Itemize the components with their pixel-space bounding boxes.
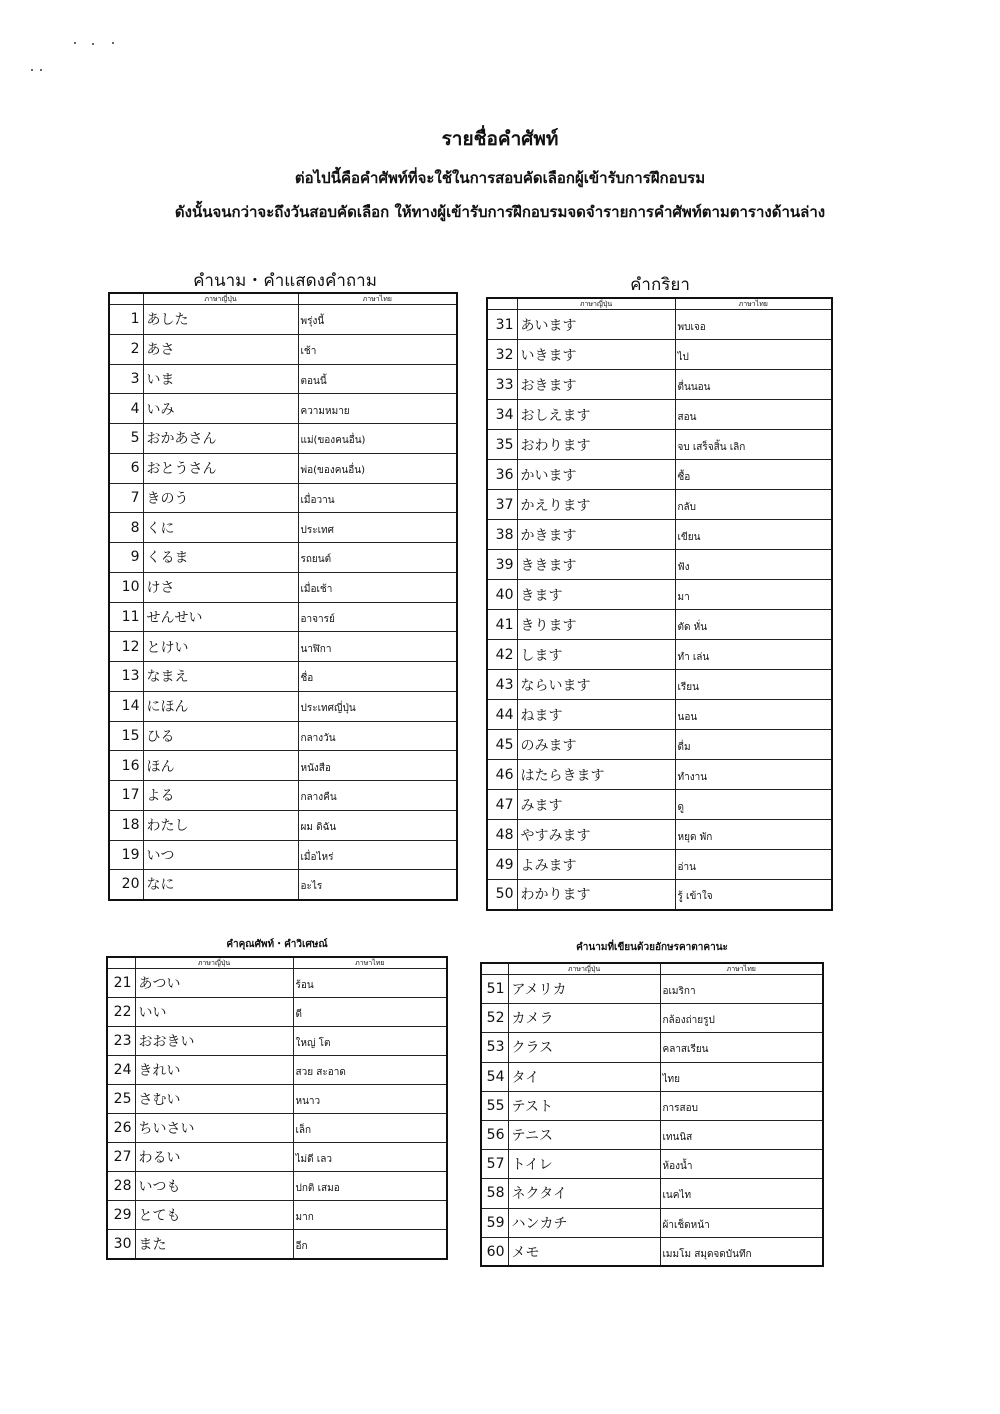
japanese-word: はたらきます (517, 760, 675, 790)
row-number: 53 (481, 1033, 508, 1062)
japanese-word: とけい (143, 632, 298, 662)
thai-meaning: คลาสเรียน (660, 1033, 823, 1062)
table-row (487, 520, 832, 550)
japanese-word: あいます (517, 310, 675, 340)
japanese-word: トイレ (508, 1150, 660, 1179)
japanese-word: よみます (517, 850, 675, 880)
row-number: 9 (109, 543, 143, 573)
table-row (107, 1027, 447, 1056)
number-column-header (487, 298, 517, 310)
row-number: 37 (487, 490, 517, 520)
table-row (107, 1201, 447, 1230)
table-row (109, 662, 457, 692)
japanese-word: テニス (508, 1120, 660, 1149)
japanese-column-header: ภาษาญี่ปุ่น (517, 298, 675, 310)
row-number: 22 (107, 998, 135, 1027)
japanese-word: タイ (508, 1062, 660, 1091)
japanese-word: ならいます (517, 670, 675, 700)
thai-meaning: กล้องถ่ายรูป (660, 1004, 823, 1033)
thai-meaning: นาฬิกา (298, 632, 457, 662)
japanese-word: ネクタイ (508, 1179, 660, 1208)
table-row (487, 430, 832, 460)
thai-meaning: ห้องน้ำ (660, 1150, 823, 1179)
table-row (481, 1208, 823, 1237)
japanese-word: かいます (517, 460, 675, 490)
row-number: 40 (487, 580, 517, 610)
table-row (487, 640, 832, 670)
table-row (481, 1150, 823, 1179)
thai-meaning: อ่าน (675, 850, 832, 880)
row-number: 10 (109, 572, 143, 602)
row-number: 33 (487, 370, 517, 400)
row-number: 3 (109, 364, 143, 394)
thai-meaning: นอน (675, 700, 832, 730)
table-header-row (481, 963, 823, 975)
thai-meaning: เช้า (298, 334, 457, 364)
table-row (487, 490, 832, 520)
row-number: 18 (109, 810, 143, 840)
thai-meaning: เมื่อวาน (298, 483, 457, 513)
thai-meaning: เมื่อไหร่ (298, 840, 457, 870)
japanese-word: ハンカチ (508, 1208, 660, 1237)
table-row (107, 1172, 447, 1201)
thai-meaning: ดู (675, 790, 832, 820)
table-row (107, 998, 447, 1027)
row-number: 19 (109, 840, 143, 870)
table-row (109, 870, 457, 900)
row-number: 56 (481, 1120, 508, 1149)
row-number: 31 (487, 310, 517, 340)
table-row (481, 1120, 823, 1149)
table-header-row (109, 293, 457, 305)
row-number: 30 (107, 1230, 135, 1259)
japanese-word: おかあさん (143, 424, 298, 454)
instruction-line-1: ต่อไปนี้คือคำศัพท์ที่จะใช้ในการสอบคัดเลือกผู้เข้ารับการฝึกอบรม (294, 169, 706, 187)
japanese-word: あつい (135, 969, 293, 998)
japanese-word: します (517, 640, 675, 670)
table-row (107, 1085, 447, 1114)
thai-meaning: ทำ เล่น (675, 640, 832, 670)
thai-meaning: ไม่ดี เลว (293, 1143, 447, 1172)
japanese-word: ねます (517, 700, 675, 730)
table-row (107, 1230, 447, 1259)
table-row (481, 975, 823, 1004)
thai-meaning: อีก (293, 1230, 447, 1259)
table-row (109, 781, 457, 811)
row-number: 41 (487, 610, 517, 640)
row-number: 12 (109, 632, 143, 662)
thai-meaning: เนคไท (660, 1179, 823, 1208)
thai-meaning: รถยนต์ (298, 543, 457, 573)
scan-speck (112, 42, 114, 44)
row-number: 55 (481, 1091, 508, 1120)
table-row (487, 850, 832, 880)
thai-meaning: สวย สะอาด (293, 1056, 447, 1085)
thai-meaning: สอน (675, 400, 832, 430)
thai-meaning: กลับ (675, 490, 832, 520)
thai-meaning: ฟัง (675, 550, 832, 580)
thai-column-header: ภาษาไทย (675, 298, 832, 310)
japanese-word: おとうさん (143, 453, 298, 483)
japanese-word: テスト (508, 1091, 660, 1120)
row-number: 28 (107, 1172, 135, 1201)
thai-meaning: ไป (675, 340, 832, 370)
thai-meaning: เขียน (675, 520, 832, 550)
japanese-word: わるい (135, 1143, 293, 1172)
row-number: 27 (107, 1143, 135, 1172)
table-row (109, 691, 457, 721)
table-row (109, 305, 457, 335)
row-number: 43 (487, 670, 517, 700)
thai-meaning: ซื้อ (675, 460, 832, 490)
japanese-word: みます (517, 790, 675, 820)
japanese-word: おきます (517, 370, 675, 400)
thai-meaning: พ่อ(ของคนอื่น) (298, 453, 457, 483)
verbs-section-title: คำกริยา (630, 275, 690, 295)
japanese-word: おわります (517, 430, 675, 460)
thai-meaning: มาก (293, 1201, 447, 1230)
table-row (109, 572, 457, 602)
japanese-column-header: ภาษาญี่ปุ่น (143, 293, 298, 305)
japanese-word: ほん (143, 751, 298, 781)
thai-meaning: ทำงาน (675, 760, 832, 790)
japanese-word: くに (143, 513, 298, 543)
thai-meaning: ชื่อ (298, 662, 457, 692)
table-row (109, 840, 457, 870)
table-row (487, 760, 832, 790)
japanese-word: わかります (517, 880, 675, 910)
row-number: 38 (487, 520, 517, 550)
row-number: 51 (481, 975, 508, 1004)
table-row (487, 670, 832, 700)
row-number: 25 (107, 1085, 135, 1114)
thai-meaning: ดี (293, 998, 447, 1027)
thai-meaning: เมื่อเช้า (298, 572, 457, 602)
table-row (109, 394, 457, 424)
japanese-word: きます (517, 580, 675, 610)
row-number: 44 (487, 700, 517, 730)
japanese-word: いま (143, 364, 298, 394)
number-column-header (481, 963, 508, 975)
row-number: 15 (109, 721, 143, 751)
thai-meaning: พบเจอ (675, 310, 832, 340)
thai-meaning: ตื่นนอน (675, 370, 832, 400)
row-number: 16 (109, 751, 143, 781)
table-row (107, 1056, 447, 1085)
japanese-word: きれい (135, 1056, 293, 1085)
row-number: 5 (109, 424, 143, 454)
thai-meaning: ประเทศ (298, 513, 457, 543)
verbs-table (486, 297, 833, 911)
row-number: 42 (487, 640, 517, 670)
thai-meaning: ผ้าเช็ดหน้า (660, 1208, 823, 1237)
thai-meaning: ไทย (660, 1062, 823, 1091)
row-number: 23 (107, 1027, 135, 1056)
table-row (487, 700, 832, 730)
row-number: 7 (109, 483, 143, 513)
row-number: 20 (109, 870, 143, 900)
row-number: 4 (109, 394, 143, 424)
thai-meaning: ตัด หั่น (675, 610, 832, 640)
japanese-word: いつ (143, 840, 298, 870)
table-row (487, 400, 832, 430)
row-number: 54 (481, 1062, 508, 1091)
table-row (109, 751, 457, 781)
table-row (487, 310, 832, 340)
japanese-word: なに (143, 870, 298, 900)
row-number: 29 (107, 1201, 135, 1230)
row-number: 35 (487, 430, 517, 460)
row-number: 57 (481, 1150, 508, 1179)
instruction-line-2: ดังนั้นจนกว่าจะถึงวันสอบคัดเลือก ให้ทางผู้เข้ารับการฝึกอบรมจดจำรายการคำศัพท์ตามตารางด้านล่าง (174, 203, 826, 221)
table-row (109, 483, 457, 513)
scan-speck (40, 69, 42, 71)
thai-meaning: ความหมาย (298, 394, 457, 424)
thai-column-header: ภาษาไทย (660, 963, 823, 975)
row-number: 6 (109, 453, 143, 483)
thai-meaning: กลางวัน (298, 721, 457, 751)
adjectives-table (106, 956, 448, 1260)
table-row (109, 632, 457, 662)
thai-meaning: การสอบ (660, 1091, 823, 1120)
japanese-word: アメリカ (508, 975, 660, 1004)
thai-meaning: เรียน (675, 670, 832, 700)
row-number: 36 (487, 460, 517, 490)
table-row (107, 969, 447, 998)
row-number: 17 (109, 781, 143, 811)
row-number: 11 (109, 602, 143, 632)
row-number: 21 (107, 969, 135, 998)
japanese-word: わたし (143, 810, 298, 840)
table-row (109, 424, 457, 454)
table-row (481, 1004, 823, 1033)
table-row (481, 1237, 823, 1266)
scan-speck (92, 43, 94, 45)
thai-meaning: หยุด พัก (675, 820, 832, 850)
table-header-row (107, 957, 447, 969)
table-row (109, 543, 457, 573)
row-number: 59 (481, 1208, 508, 1237)
japanese-word: ちいさい (135, 1114, 293, 1143)
table-row (481, 1062, 823, 1091)
row-number: 50 (487, 880, 517, 910)
table-row (487, 580, 832, 610)
thai-meaning: จบ เสร็จสิ้น เลิก (675, 430, 832, 460)
table-row (487, 550, 832, 580)
japanese-word: かえります (517, 490, 675, 520)
row-number: 13 (109, 662, 143, 692)
row-number: 46 (487, 760, 517, 790)
thai-meaning: ประเทศญี่ปุ่น (298, 691, 457, 721)
nouns-section-title: คำนาม・คำแสดงคำถาม (193, 271, 377, 291)
row-number: 2 (109, 334, 143, 364)
table-row (487, 730, 832, 760)
japanese-word: にほん (143, 691, 298, 721)
thai-meaning: อาจารย์ (298, 602, 457, 632)
table-row (481, 1179, 823, 1208)
katakana-table (480, 962, 824, 1267)
thai-meaning: พรุ่งนี้ (298, 305, 457, 335)
row-number: 48 (487, 820, 517, 850)
row-number: 24 (107, 1056, 135, 1085)
japanese-word: カメラ (508, 1004, 660, 1033)
row-number: 32 (487, 340, 517, 370)
thai-meaning: ผม ดิฉัน (298, 810, 457, 840)
row-number: 52 (481, 1004, 508, 1033)
thai-meaning: ดื่ม (675, 730, 832, 760)
table-row (487, 880, 832, 910)
thai-column-header: ภาษาไทย (298, 293, 457, 305)
table-row (487, 610, 832, 640)
japanese-word: あした (143, 305, 298, 335)
japanese-word: さむい (135, 1085, 293, 1114)
adjectives-section-title: คำคุณศัพท์・คำวิเศษณ์ (226, 939, 328, 950)
japanese-word: あさ (143, 334, 298, 364)
thai-meaning: หนังสือ (298, 751, 457, 781)
table-row (109, 364, 457, 394)
japanese-word: かきます (517, 520, 675, 550)
table-row (487, 790, 832, 820)
scan-speck (31, 69, 33, 71)
japanese-word: いみ (143, 394, 298, 424)
japanese-word: とても (135, 1201, 293, 1230)
number-column-header (109, 293, 143, 305)
japanese-word: よる (143, 781, 298, 811)
table-header-row (487, 298, 832, 310)
japanese-word: いい (135, 998, 293, 1027)
row-number: 47 (487, 790, 517, 820)
thai-meaning: อะไร (298, 870, 457, 900)
thai-meaning: เทนนิส (660, 1120, 823, 1149)
japanese-word: きのう (143, 483, 298, 513)
thai-meaning: ตอนนี้ (298, 364, 457, 394)
katakana-section-title: คำนามที่เขียนด้วยอักษรคาตาคานะ (576, 942, 728, 953)
japanese-word: のみます (517, 730, 675, 760)
table-row (487, 340, 832, 370)
document-title: รายชื่อคำศัพท์ (441, 128, 559, 150)
japanese-word: いきます (517, 340, 675, 370)
thai-meaning: อเมริกา (660, 975, 823, 1004)
japanese-word: いつも (135, 1172, 293, 1201)
thai-meaning: มา (675, 580, 832, 610)
japanese-word: ひる (143, 721, 298, 751)
row-number: 14 (109, 691, 143, 721)
japanese-word: きります (517, 610, 675, 640)
thai-meaning: ใหญ่ โต (293, 1027, 447, 1056)
japanese-word: ききます (517, 550, 675, 580)
table-row (109, 334, 457, 364)
row-number: 49 (487, 850, 517, 880)
table-row (481, 1033, 823, 1062)
table-row (487, 460, 832, 490)
table-row (487, 820, 832, 850)
row-number: 26 (107, 1114, 135, 1143)
thai-meaning: ปกติ เสมอ (293, 1172, 447, 1201)
number-column-header (107, 957, 135, 969)
table-row (109, 810, 457, 840)
row-number: 60 (481, 1237, 508, 1266)
thai-meaning: หนาว (293, 1085, 447, 1114)
table-row (109, 453, 457, 483)
thai-meaning: รู้ เข้าใจ (675, 880, 832, 910)
japanese-word: けさ (143, 572, 298, 602)
row-number: 34 (487, 400, 517, 430)
japanese-word: くるま (143, 543, 298, 573)
japanese-word: せんせい (143, 602, 298, 632)
japanese-word: メモ (508, 1237, 660, 1266)
thai-meaning: เมมโม สมุดจดบันทึก (660, 1237, 823, 1266)
japanese-word: おしえます (517, 400, 675, 430)
thai-meaning: ร้อน (293, 969, 447, 998)
table-row (109, 602, 457, 632)
japanese-word: クラス (508, 1033, 660, 1062)
table-row (107, 1114, 447, 1143)
table-row (487, 370, 832, 400)
row-number: 58 (481, 1179, 508, 1208)
japanese-word: おおきい (135, 1027, 293, 1056)
japanese-column-header: ภาษาญี่ปุ่น (508, 963, 660, 975)
nouns-table (108, 292, 458, 901)
row-number: 45 (487, 730, 517, 760)
table-row (481, 1091, 823, 1120)
japanese-word: なまえ (143, 662, 298, 692)
scan-speck (74, 42, 76, 44)
japanese-word: やすみます (517, 820, 675, 850)
thai-column-header: ภาษาไทย (293, 957, 447, 969)
japanese-word: また (135, 1230, 293, 1259)
table-row (107, 1143, 447, 1172)
thai-meaning: แม่(ของคนอื่น) (298, 424, 457, 454)
thai-meaning: เล็ก (293, 1114, 447, 1143)
row-number: 1 (109, 305, 143, 335)
japanese-column-header: ภาษาญี่ปุ่น (135, 957, 293, 969)
row-number: 39 (487, 550, 517, 580)
row-number: 8 (109, 513, 143, 543)
table-row (109, 513, 457, 543)
thai-meaning: กลางคืน (298, 781, 457, 811)
table-row (109, 721, 457, 751)
